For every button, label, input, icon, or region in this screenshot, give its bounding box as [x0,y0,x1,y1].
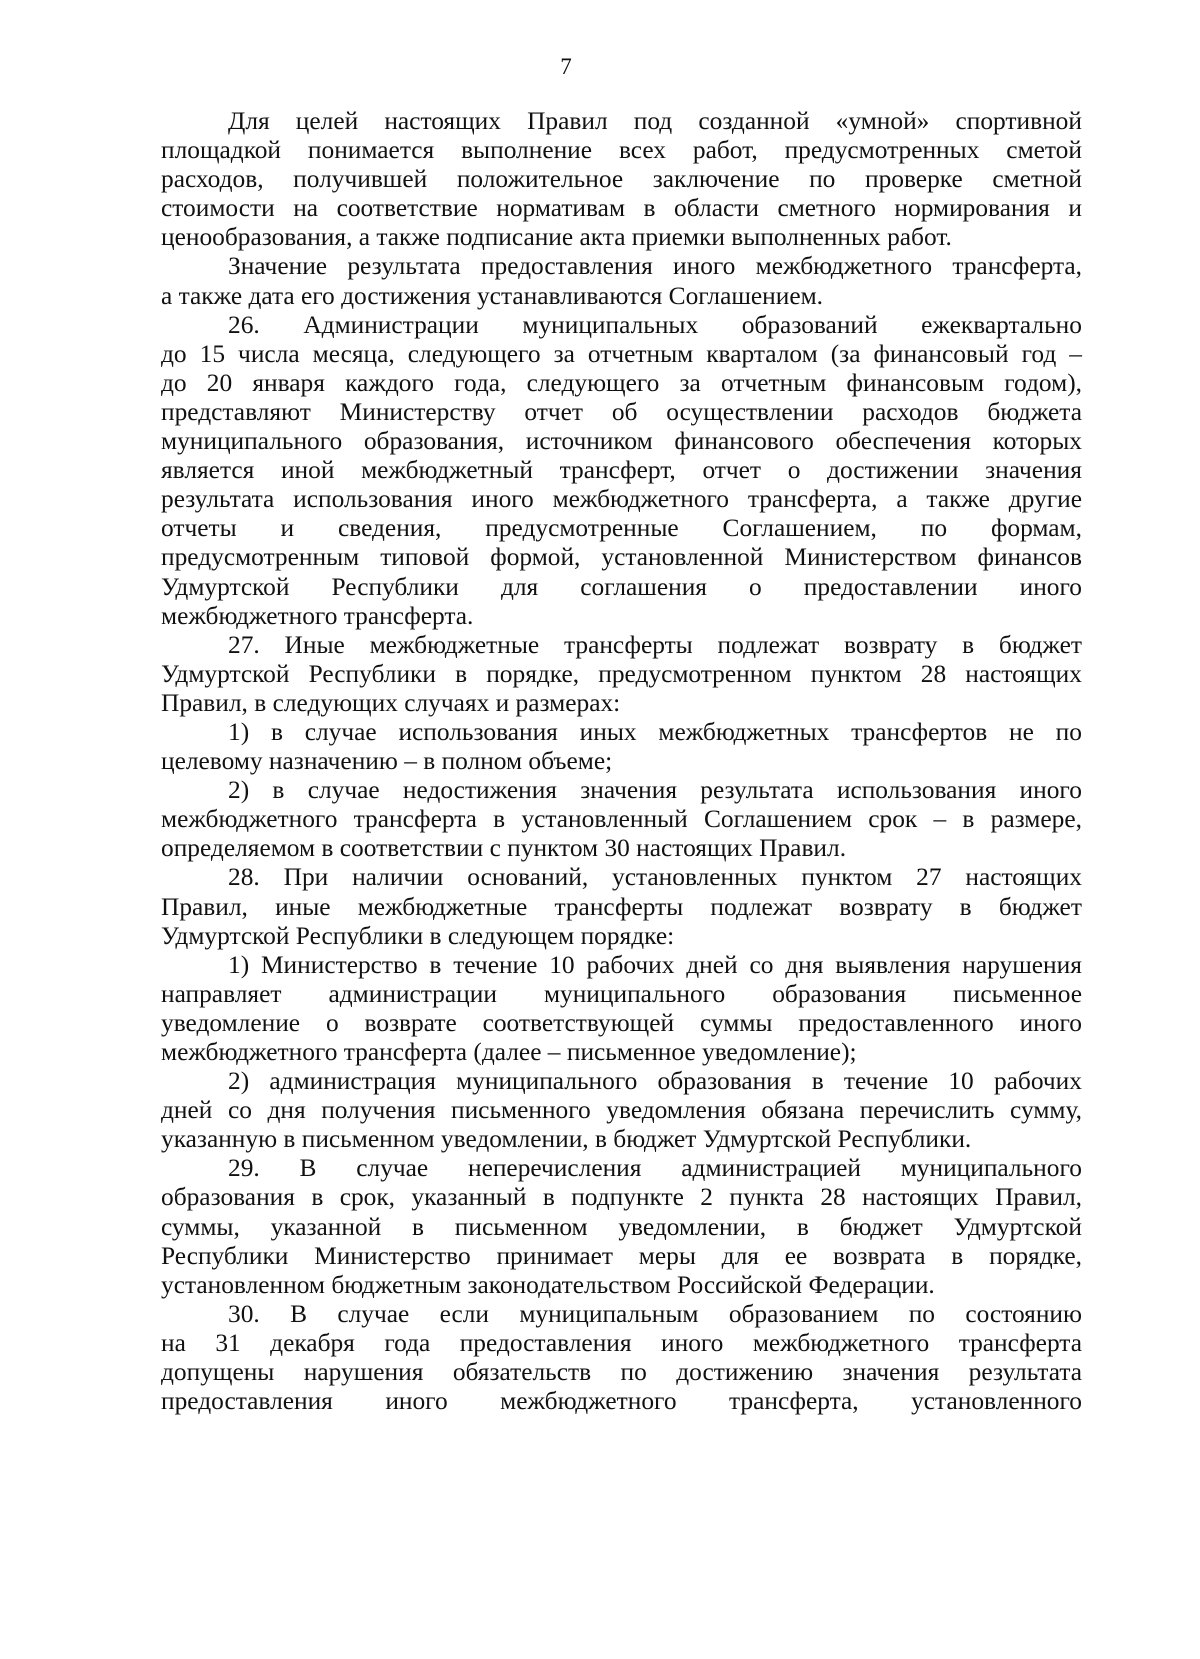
text-line: Правил, в следующих случаях и размерах: [161,688,621,717]
text-line: Удмуртской Республики для соглашения о предоставлении иного [161,572,1082,601]
paragraph [161,951,1082,1067]
text-line: межбюджетного трансферта в установленный Соглашением срок – в размере, [161,805,1082,834]
text-line: 26. Администрации муниципальных образований ежеквартально [228,310,1082,339]
text-line: предусмотренным типовой формой, установленной Министерством финансов [161,543,1082,572]
paragraph [161,631,1082,718]
paragraph [161,1300,1082,1416]
text-line: предоставления иного межбюджетного трансферта, установленного [161,1387,1082,1416]
text-line: на 31 декабря года предоставления иного межбюджетного трансферта [161,1328,1082,1357]
text-line: Значение результата предоставления иного межбюджетного трансферта, [228,252,1082,281]
paragraph [161,776,1082,863]
text-line: целевому назначению – в полном объеме; [161,747,613,776]
text-line: площадкой понимается выполнение всех работ, предусмотренных сметой [161,136,1082,165]
text-line: уведомление о возврате соответствующей суммы предоставленного иного [161,1008,1082,1037]
text-line: ценообразования, а также подписание акта приемки выполненных работ. [161,223,952,252]
text-line: указанную в письменном уведомлении, в бюджет Удмуртской Республики. [161,1125,972,1154]
paragraph [161,1154,1082,1299]
text-line: Для целей настоящих Правил под созданной «умной» спортивной [228,107,1082,135]
text-line: результата использования иного межбюджетного трансферта, а также другие [161,485,1082,514]
text-line: а также дата его достижения устанавливаются Соглашением. [161,281,824,310]
text-line: межбюджетного трансферта (далее – письменное уведомление); [161,1038,857,1066]
text-line: суммы, указанной в письменном уведомлении, в бюджет Удмуртской [161,1212,1082,1241]
document-body [161,107,1082,1416]
text-line: расходов, получившей положительное заключение по проверке сметной [161,165,1082,194]
text-line: муниципального образования, источником финансового обеспечения которых [161,427,1082,456]
text-line: 2) в случае недостижения значения результата использования иного [228,776,1082,805]
paragraph [161,863,1082,950]
text-line: 30. В случае если муниципальным образованием по состоянию [228,1299,1082,1328]
paragraph [161,107,1082,252]
text-line: отчеты и сведения, предусмотренные Соглашением, по формам, [161,514,1082,543]
text-line: направляет администрации муниципального образования письменное [161,979,1082,1008]
text-line: Правил, иные межбюджетные трансферты подлежат возврату в бюджет [161,892,1082,921]
paragraph [161,1067,1082,1154]
text-line: Республики Министерство принимает меры для ее возврата в порядке, [161,1241,1082,1270]
text-line: межбюджетного трансферта. [161,601,474,630]
text-line: 28. При наличии оснований, установленных пунктом 27 настоящих [228,863,1082,892]
paragraph [161,252,1082,310]
text-line: до 20 января каждого года, следующего за отчетным финансовым годом), [161,368,1082,397]
paragraph [161,718,1082,776]
text-line: образования в срок, указанный в подпункте 2 пункта 28 настоящих Правил, [161,1183,1082,1212]
text-line: Удмуртской Республики в порядке, предусмотренном пунктом 28 настоящих [161,659,1082,688]
text-line: 27. Иные межбюджетные трансферты подлежат возврату в бюджет [228,630,1082,659]
text-line: определяемом в соответствии с пунктом 30 настоящих Правил. [161,834,847,863]
paragraph [161,311,1082,631]
text-line: Удмуртской Республики в следующем порядке: [161,921,675,950]
text-line: представляют Министерству отчет об осуществлении расходов бюджета [161,397,1082,426]
text-line: стоимости на соответствие нормативам в области сметного нормирования и [161,194,1082,223]
text-line: является иной межбюджетный трансферт, отчет о достижении значения [161,456,1082,485]
text-line: 1) в случае использования иных межбюджетных трансфертов не по [228,717,1082,746]
text-line: установленном бюджетным законодательством Российской Федерации. [161,1270,935,1299]
text-line: допущены нарушения обязательств по достижению значения результата [161,1358,1082,1387]
text-line: 29. В случае неперечисления администрацией муниципального [228,1154,1082,1183]
text-line: 2) администрация муниципального образования в течение 10 рабочих [228,1067,1082,1096]
text-line: до 15 числа месяца, следующего за отчетным кварталом (за финансовый год – [161,339,1082,368]
text-line: дней со дня получения письменного уведомления обязана перечислить сумму, [161,1096,1082,1125]
page-number: 7 [560,54,572,79]
text-line: 1) Министерство в течение 10 рабочих дней со дня выявления нарушения [228,950,1082,979]
